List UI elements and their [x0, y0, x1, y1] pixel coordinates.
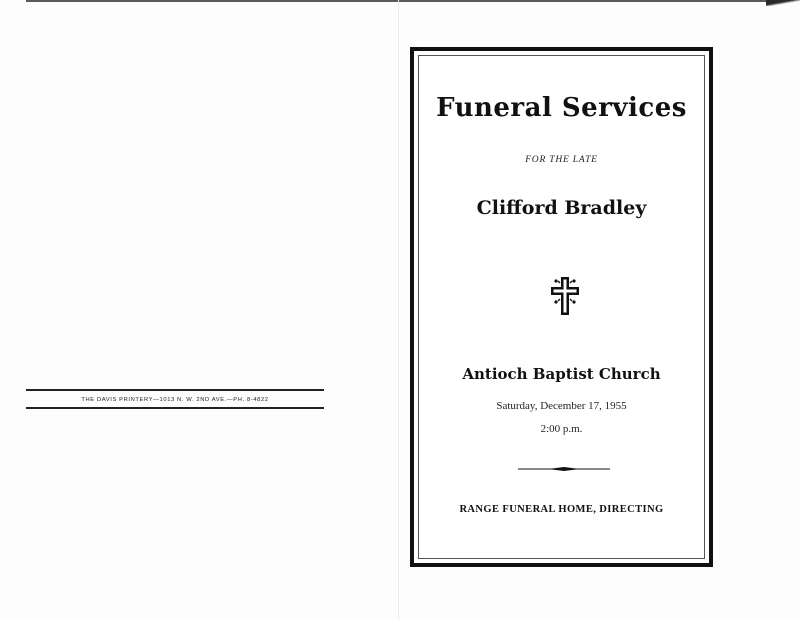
credit-rule-top	[26, 389, 324, 391]
divider-rule-icon	[518, 466, 610, 472]
cover-frame	[410, 47, 713, 567]
deceased-name: Clifford Bradley	[476, 197, 647, 219]
corner-scan-mark	[766, 0, 800, 6]
center-fold	[398, 0, 399, 620]
funeral-director: RANGE FUNERAL HOME, DIRECTING	[459, 504, 664, 515]
church-name: Antioch Baptist Church	[462, 365, 661, 383]
printer-credit-text: THE DAVIS PRINTERY—1013 N. W. 2ND AVE.—PH. 8-4822	[81, 397, 269, 403]
cross-icon	[549, 275, 581, 317]
credit-rule-bottom	[26, 407, 324, 409]
page-top-edge	[26, 0, 780, 2]
subtitle: FOR THE LATE	[525, 155, 598, 165]
printer-credit	[26, 389, 324, 409]
service-time: 2:00 p.m.	[540, 423, 583, 435]
page-title: Funeral Services	[436, 93, 687, 123]
service-date: Saturday, December 17, 1955	[496, 400, 627, 412]
